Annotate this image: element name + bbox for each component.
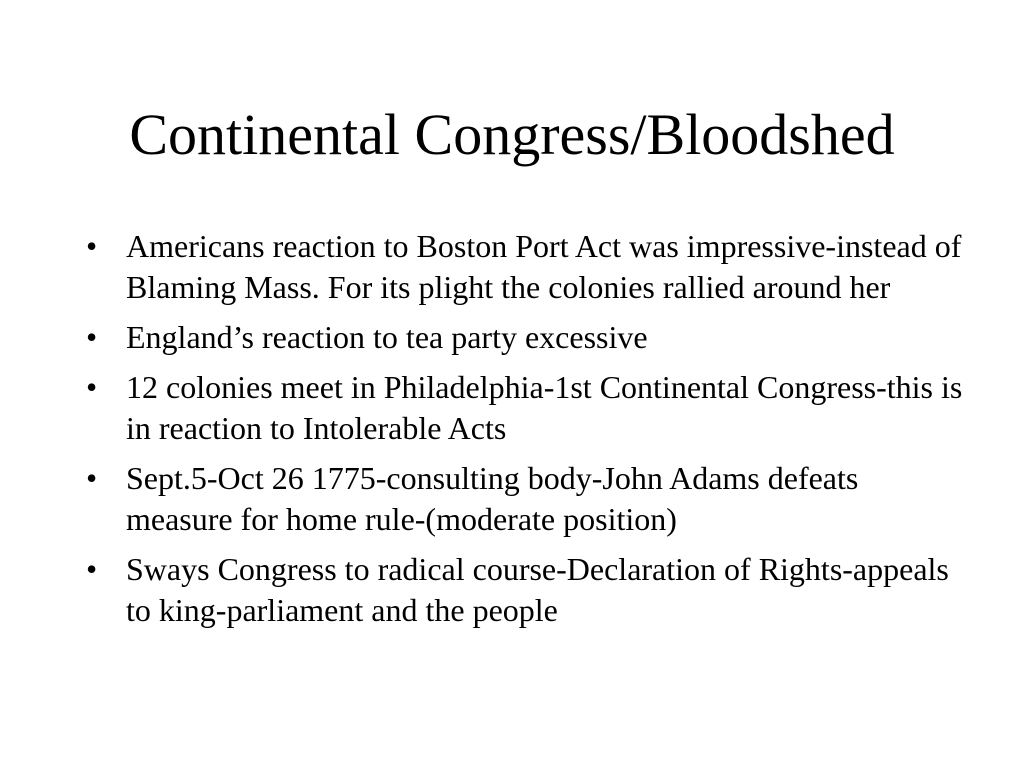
bullet-item	[86, 226, 966, 308]
bullet-text: Sways Congress to radical course-Declaration of Rights-appeals to king-parliament and the people	[126, 551, 949, 628]
bullet-icon: •	[86, 369, 98, 405]
bullet-item	[86, 458, 966, 540]
bullet-icon: •	[86, 228, 98, 264]
bullet-icon: •	[86, 460, 98, 496]
bullet-icon: •	[86, 551, 98, 587]
bullet-text: England’s reaction to tea party excessive	[126, 319, 648, 355]
bullet-item	[86, 317, 966, 358]
bullet-text: 12 colonies meet in Philadelphia-1st Continental Congress-this is in reaction to Intolerable Acts	[126, 369, 963, 446]
bullet-icon: •	[86, 319, 98, 355]
bullet-item	[86, 549, 966, 631]
bullet-list	[86, 226, 966, 640]
bullet-text: Sept.5-Oct 26 1775-consulting body-John Adams defeats measure for home rule-(moderate position)	[126, 460, 859, 537]
bullet-text: Americans reaction to Boston Port Act was impressive-instead of Blaming Mass. For its plight the colonies rallied around her	[126, 228, 962, 305]
slide-title: Continental Congress/Bloodshed	[129, 102, 895, 167]
bullet-item	[86, 367, 966, 449]
